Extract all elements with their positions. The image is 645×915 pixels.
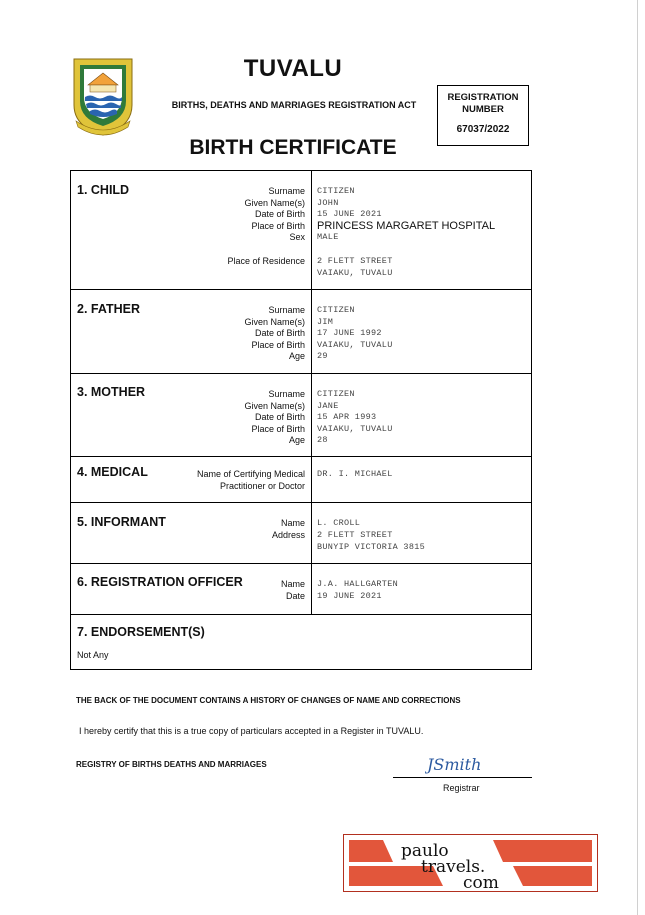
label-surname: Surname xyxy=(268,186,305,196)
section-title-registration-officer: 6. REGISTRATION OFFICER xyxy=(77,575,243,589)
registration-number: 67037/2022 xyxy=(456,124,510,135)
officer-name: J.A. HALLGARTEN xyxy=(317,579,399,589)
child-surname: CITIZEN xyxy=(317,186,355,196)
child-place-of-birth: PRINCESS MARGARET HOSPITAL xyxy=(317,220,496,232)
informant-address-line1: 2 FLETT STREET xyxy=(317,530,393,540)
father-date-of-birth: 17 JUNE 1992 xyxy=(317,328,382,338)
coat-of-arms-icon xyxy=(70,55,136,137)
label-date: Date xyxy=(285,591,305,601)
section-informant xyxy=(71,503,531,564)
child-given-names: JOHN xyxy=(317,197,339,208)
father-age: 29 xyxy=(317,351,328,361)
watermark-line1: paulo xyxy=(401,841,449,861)
section-medical xyxy=(71,457,531,503)
mother-age: 28 xyxy=(317,435,328,445)
label-surname: Surname xyxy=(268,305,305,315)
section-father xyxy=(71,290,531,374)
signature-text: JSmith xyxy=(427,755,482,774)
medical-practitioner: DR. I. MICHAEL xyxy=(317,469,393,479)
officer-date: 19 JUNE 2021 xyxy=(317,591,382,601)
label-age: Age xyxy=(288,351,305,361)
label-date-of-birth: Date of Birth xyxy=(254,209,305,219)
father-place-of-birth: VAIAKU, TUVALU xyxy=(317,339,393,350)
label-date-of-birth: Date of Birth xyxy=(254,328,305,338)
country-title: TUVALU xyxy=(243,55,343,82)
informant-address-line2: BUNYIP VICTORIA 3815 xyxy=(317,541,426,552)
child-sex: MALE xyxy=(317,232,339,242)
page-edge xyxy=(637,0,638,915)
registrar-signature xyxy=(425,754,497,776)
section-title-medical: 4. MEDICAL xyxy=(77,465,148,479)
label-age: Age xyxy=(288,435,305,445)
father-surname: CITIZEN xyxy=(317,305,355,315)
label-place-of-birth: Place of Birth xyxy=(251,339,305,350)
registrar-label: Registrar xyxy=(443,783,480,793)
paulo-travels-watermark xyxy=(343,834,598,892)
label-certifying-practitioner-line2: Practitioner or Doctor xyxy=(219,481,305,491)
label-date-of-birth: Date of Birth xyxy=(254,412,305,422)
informant-name: L. CROLL xyxy=(317,518,361,528)
child-residence-line1: 2 FLETT STREET xyxy=(317,256,393,266)
document-title: BIRTH CERTIFICATE xyxy=(189,136,397,159)
label-certifying-practitioner-line1: Name of Certifying Medical xyxy=(196,469,305,479)
label-place-of-birth: Place of Birth xyxy=(251,220,305,231)
section-mother xyxy=(71,374,531,457)
label-given-names: Given Name(s) xyxy=(244,197,305,208)
certificate-table xyxy=(70,170,532,670)
section-title-mother: 3. MOTHER xyxy=(77,385,146,399)
label-surname: Surname xyxy=(268,389,305,399)
registration-label: REGISTRATION NUMBER xyxy=(447,92,519,115)
label-name: Name xyxy=(280,579,305,589)
section-title-endorsements: 7. ENDORSEMENT(S) xyxy=(77,625,205,639)
watermark-line3: com xyxy=(463,873,499,892)
mother-date-of-birth: 15 APR 1993 xyxy=(317,412,377,422)
mother-place-of-birth: VAIAKU, TUVALU xyxy=(317,423,393,434)
child-residence-line2: VAIAKU, TUVALU xyxy=(317,267,393,278)
section-registration-officer xyxy=(71,564,531,615)
endorsement-value: Not Any xyxy=(77,650,109,660)
label-name: Name xyxy=(280,518,305,528)
certification-statement: I hereby certify that this is a true copy of particulars accepted in a Register in TUVALU. xyxy=(79,726,424,736)
label-given-names: Given Name(s) xyxy=(244,400,305,411)
registration-box xyxy=(437,85,529,146)
section-child xyxy=(71,171,531,290)
child-date-of-birth: 15 JUNE 2021 xyxy=(317,209,382,219)
label-sex: Sex xyxy=(289,232,305,242)
mother-given-names: JANE xyxy=(317,400,339,411)
registry-name: REGISTRY OF BIRTHS DEATHS AND MARRIAGES xyxy=(76,760,267,769)
back-of-document-note: THE BACK OF THE DOCUMENT CONTAINS A HISTORY OF CHANGES OF NAME AND CORRECTIONS xyxy=(76,696,461,705)
section-title-father: 2. FATHER xyxy=(77,302,140,316)
label-address: Address xyxy=(271,530,305,540)
father-given-names: JIM xyxy=(317,316,334,327)
section-title-child: 1. CHILD xyxy=(77,183,130,197)
label-given-names: Given Name(s) xyxy=(244,316,305,327)
act-title: BIRTHS, DEATHS AND MARRIAGES REGISTRATION ACT xyxy=(171,100,417,110)
label-place-of-residence: Place of Residence xyxy=(227,256,305,266)
watermark-line2: travels. xyxy=(421,857,486,877)
label-place-of-birth: Place of Birth xyxy=(251,423,305,434)
signature-line xyxy=(393,777,532,778)
mother-surname: CITIZEN xyxy=(317,389,355,399)
section-endorsements xyxy=(71,615,531,669)
section-title-informant: 5. INFORMANT xyxy=(77,515,166,529)
